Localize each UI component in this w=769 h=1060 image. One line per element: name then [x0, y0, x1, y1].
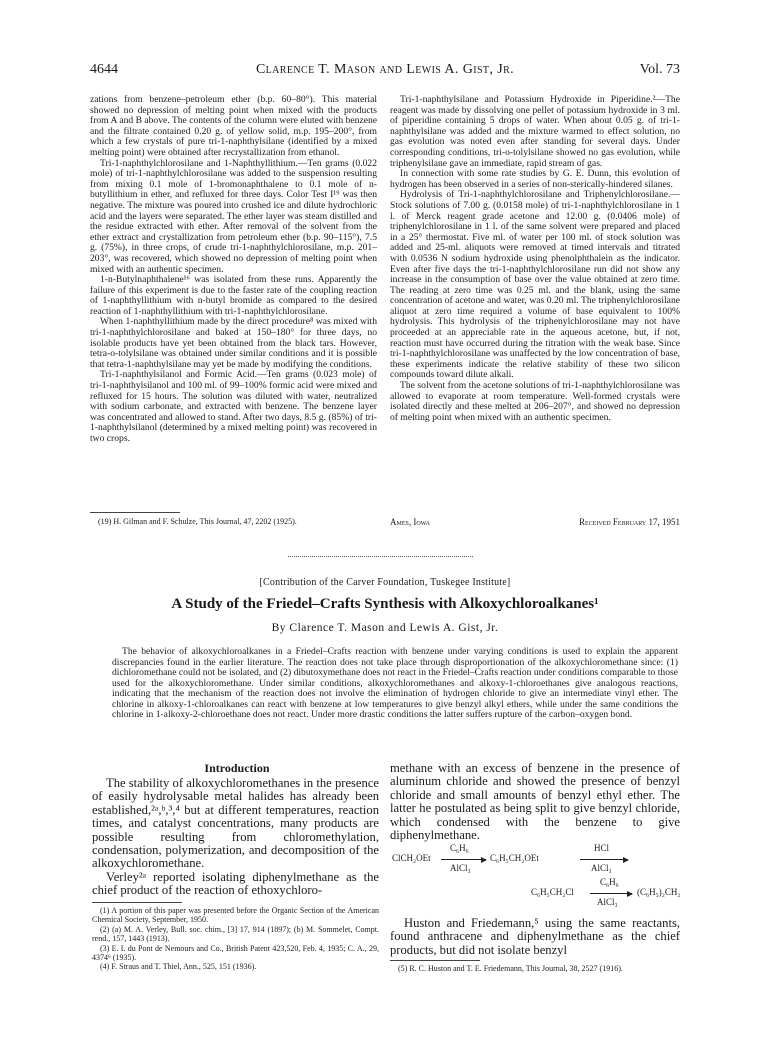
article-authors: By Clarence T. Mason and Lewis A. Gist, Jr.: [271, 622, 499, 634]
footnotes-left: (1) A portion of this paper was presented before the Organic Section of the American Chemical Society, September, 1950. (2) (a) M. A. Verley, Bull. soc. chim., [3] 17, 914 (1897); (b) M. Sommelet, Compt. rend., 157, 1443 (1913). (3) E. I. du Pont de Nemours and Co., British Patent 423,520, Feb. 4, 1935; C. A., 29, 4374⁶ (1935). (4) F. Straus and T. Thiel, Ann., 525, 151 (1936).: [92, 906, 379, 972]
reactant-label: C₆H₅CH₂Cl: [531, 887, 574, 897]
reaction-arrow: [580, 859, 628, 860]
intro-right-column: [390, 762, 680, 842]
footnote-5: (5) R. C. Huston and T. E. Friedemann, This Journal, 38, 2527 (1916).: [398, 964, 623, 973]
reactant-label: ClCH₂OEt: [392, 853, 431, 863]
intro-right-column-cont: [390, 917, 680, 957]
reagent-label: AlCl₃: [450, 863, 471, 873]
abstract: The behavior of alkoxychloroalkanes in a Friedel–Crafts reaction with benzene under varying conditions is used to explain the apparent discrepancies found in the earlier literature. The reaction does not take place through disproportionation of the alkoxychloromethane since: (1) dichloromethane could not be isolated, and (2) dibutoxymethane does not react in the Friedel–Crafts reaction under conditions comparable to those used for the alkoxychloromethane. Under similar conditions, alkoxychloromethanes and alkoxy-1-chloroethanes give analogous reactions, indicating that the mechanism of the reaction does not involve the elimination of hydrogen chloride to give an intermediate vinyl ether. The chlorine in alkoxy-1-chloroalkanes can react with benzene at low temperatures to give benzyl alkyl ethers, while under the same conditions the chlorine in 1-alkoxy-2-chloroethane does not react. Under more drastic conditions the latter suffers rupture of the carbon–oxygen bond.: [112, 646, 678, 720]
paragraph: The solvent from the acetone solutions of tri-1-naphthylchlorosilane was allowed to evaporate at room temperature. Well-formed crystals were isolated directly and these melted at 206–207°, and showed no depression of melting point when mixed with an authentic specimen.: [390, 380, 680, 423]
product-label: (C₆H₅)₂CH₂: [637, 887, 681, 897]
intermediate-label: C₆H₅CH₂OEt: [490, 853, 539, 863]
signature-place: Ames, Iowa: [390, 517, 430, 527]
paragraph: Hydrolysis of Tri-1-naphthylchlorosilane and Triphenylchlorosilane.—Stock solutions of 7.00 g. (0.0158 mole) of tri-1-naphthylchlorosilane in 1 l. of Merck reagent grade acetone and 12.00 g. (0.0406 mole) of triphenylchlorosilane in 1 l. of the same solvent were prepared and placed in a 25° thermostat. Five ml. of water per 100 ml. of stock solution was added and 25-ml. aliquots were removed at timed intervals and titrated with 0.0536 N sodium hydroxide using phenolphthalein as the indicator. Even after five days the tri-1-naphthylchlorosilane run did not show any increase in the consumption of base over the value obtained at zero time. The reading at zero time was 0.25 ml. and the blank, using the same concentration of acetone and water, was 0.20 ml. The triphenylchlorosilane aliquot at zero time required a volume of base equivalent to 100% hydrolysis. This hydrolysis of the triphenylchlorosilane may not have proceeded at an appreciable rate in the aqueous acetone, but, if not, reaction must have occurred during the titration with the weak base. Since tri-1-naphthylchlorosilane was unaffected by the low concentration of base, these experiments indicate the relative stability of these two silicon compounds toward dilute alkali.: [390, 189, 680, 381]
paragraph: The stability of alkoxychloromethanes in the presence of easily hydrolysable metal halides has already been established,²ᵃ,ᵇ,³,⁴ but at different temperatures, reaction times, and catalyst concentrations, many products are possible resulting from chloromethylation, condensation, polymerization, and decomposition of the alkoxychloromethane.: [92, 776, 379, 871]
paragraph: In connection with some rate studies by G. E. Dunn, this evolution of hydrogen has been observed in a series of non-sterically-hindered silanes.: [390, 168, 680, 190]
running-header: [90, 62, 680, 80]
paragraph: Tri-1-naphthylsilanol and Formic Acid.—Ten grams (0.023 mole) of tri-1-naphthylsilanol and 100 ml. of 99–100% formic acid were mixed and refluxed for 15 hours. The solution was diluted with water, neutralized with sodium carbonate, and extracted with benzene. The benzene layer was concentrated and allowed to stand. After two days, 8.5 g. (85%) of tri-1-naphthylsilanol (determined by a mixed melting point) was recovered in two crops.: [90, 369, 377, 444]
received-date: Received February 17, 1951: [578, 517, 680, 527]
section-heading-introduction: Introduction: [204, 761, 270, 775]
page-number: 4644: [90, 62, 118, 77]
contribution-line: [Contribution of the Carver Foundation, Tuskegee Institute]: [259, 577, 511, 588]
reagent-label: HCl: [594, 843, 610, 853]
reagent-label: AlCl₃: [597, 897, 618, 907]
reaction-arrow: [441, 859, 486, 860]
paragraph: Tri-1-naphthylsilane and Potassium Hydroxide in Piperidine.²—The reagent was made by dissolving one pellet of potassium hydroxide in 3 ml. of piperidine containing 5 drops of water. When about 0.05 g. of tri-1-naphthylsilane was added and the mixture warmed to effect solution, no gas evolution was noted even after standing for several days. Under corresponding conditions, tri-o-tolylsilane showed no gas evolution, while triphenylsilane gave an immediate, rapid stream of gas.: [390, 94, 680, 169]
paragraph: methane with an excess of benzene in the presence of aluminum chloride and showed the presence of benzyl chloride and small amounts of benzyl ethyl ether. The latter he postulated as being split to give benzyl chloride, which condensed with the benzene to give diphenylmethane.: [390, 761, 680, 843]
footnote-19: (19) H. Gilman and F. Schulze, This Journal, 47, 2202 (1925).: [98, 517, 297, 526]
left-column-top: [90, 95, 377, 445]
paragraph: zations from benzene–petroleum ether (b.p. 60–80°). This material showed no depression of melting point when mixed with the products from A and B above. The contents of the column were eluted with benzene and the filtrate contained 0.20 g. of yellow solid, m.p. 195–200°, from which a few crystals of pure tri-1-naphthylsilane (identified by a mixed melting point) were obtained after recrystallization from ethanol.: [90, 94, 378, 158]
paragraph: Tri-1-naphthylchlorosilane and 1-Naphthyllithium.—Ten grams (0.022 mole) of tri-1-naphthylchlorosilane was added to the suspension resulting from mixing 0.1 mole of 1-bromonaphthalene to 0.1 mole of n-butyllithium in ether, and refluxed for three days. Color Test I¹⁹ was then negative. The mixture was poured into crushed ice and dilute hydrochloric acid and the layers were separated. The ether layer was steam distilled and the residue extracted with ether. After removal of the solvent from the ether extract and crystallization from petroleum ether (b.p. 90–115°), 7.5 g. (75%), in three crops, of crude tri-1-naphthylchlorosilane, m.p. 201–203°, was recovered, which showed no depression of melting point when mixed with an authentic specimen.: [90, 157, 377, 275]
section-separator: [288, 556, 473, 557]
reaction-arrow: [590, 893, 632, 894]
paragraph: Huston and Friedemann,⁵ using the same reactants, found anthracene and diphenylmethane as the chief products, but did not isolate benzyl: [390, 916, 680, 957]
reagent-label: C₆H₆: [450, 843, 469, 853]
reagent-label: C₆H₆: [600, 877, 619, 887]
reagent-label: AlCl₃: [591, 863, 612, 873]
paragraph: 1-n-Butylnaphthalene¹⁶ was isolated from these runs. Apparently the failure of this experiment is due to the faster rate of the coupling reaction of 1-naphthyllithium with n-butyl bromide as compared to the desired reaction of 1-naphthyllithium with tri-1-naphthylchlorosilane.: [90, 274, 377, 317]
paragraph: When 1-naphthyllithium made by the direct procedure⁸ was mixed with tri-1-naphthylchlorosilane and baked at 150–180° for three days, no isolable products have yet been obtained from the black tars. However, tetra-o-tolylsilane was obtained under similar conditions and it is possible that tetra-1-naphthylsilane may yet be made by modifying the conditions.: [90, 316, 377, 370]
volume-label: Vol. 73: [639, 62, 680, 77]
footnote-rule: [90, 512, 180, 513]
right-column-top: [390, 95, 680, 423]
footnote-rule: [390, 960, 480, 961]
paragraph: Verley²ᵃ reported isolating diphenylmethane as the chief product of the reaction of ethoxychloro-: [92, 869, 379, 898]
footnote-rule: [92, 902, 182, 903]
intro-left-column: [92, 777, 379, 898]
article-title: A Study of the Friedel–Crafts Synthesis with Alkoxychloroalkanes¹: [171, 596, 599, 612]
running-title: Clarence T. Mason and Lewis A. Gist, Jr.: [255, 62, 515, 77]
